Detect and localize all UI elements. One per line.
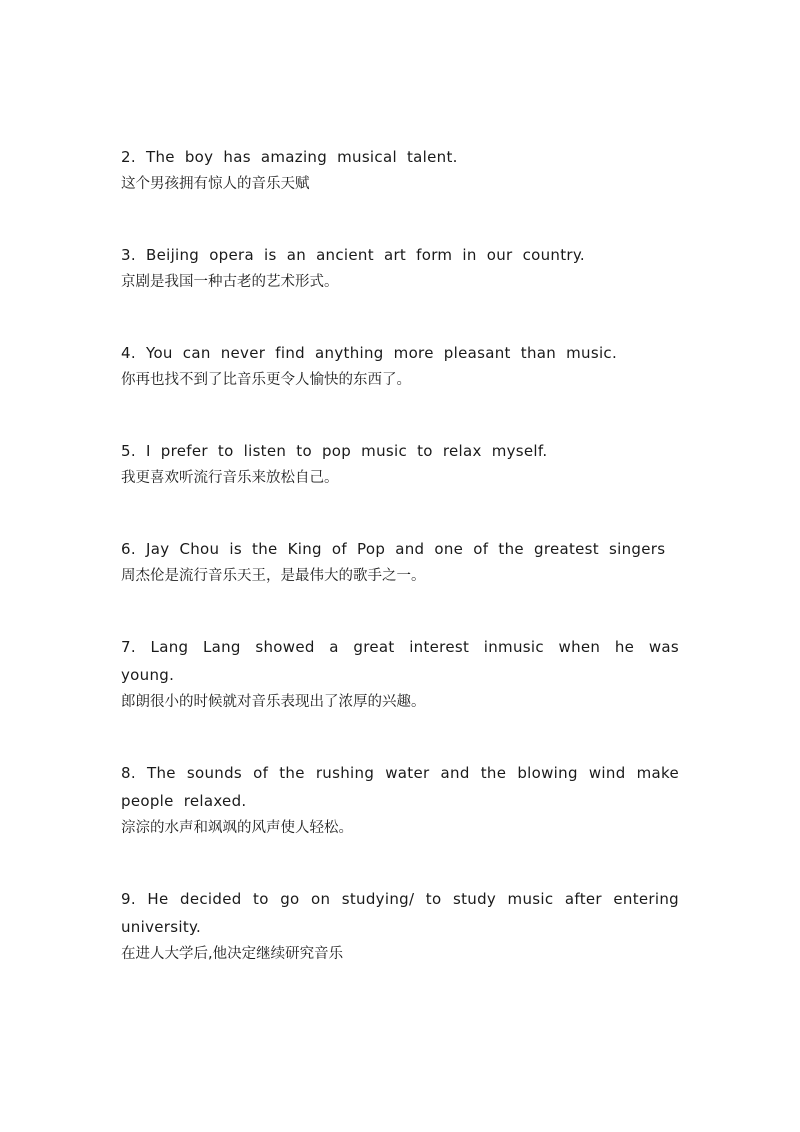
sentence-item-8 — [121, 759, 679, 841]
spacer — [121, 491, 679, 535]
english-sentence: 6. Jay Chou is the King of Pop and one of the greatest singers — [121, 540, 666, 558]
english-sentence: 5. I prefer to listen to pop music to relax myself. — [121, 442, 548, 460]
chinese-translation: 这个男孩拥有惊人的音乐天赋 — [121, 176, 310, 192]
chinese-translation: 我更喜欢听流行音乐来放松自己。 — [121, 470, 339, 486]
english-sentence: 2. The boy has amazing musical talent. — [121, 148, 458, 166]
sentence-item-4 — [121, 339, 679, 393]
english-sentence: 4. You can never find anything more pleasant than music. — [121, 344, 618, 362]
chinese-translation: 你再也找不到了比音乐更令人愉快的东西了。 — [121, 372, 411, 388]
sentence-item-9 — [121, 885, 679, 967]
english-sentence: 9. He decided to go on studying/ to study music after entering university. — [121, 890, 679, 936]
sentence-item-3 — [121, 241, 679, 295]
chinese-translation: 淙淙的水声和飒飒的风声使人轻松。 — [121, 820, 353, 836]
chinese-translation: 在进人大学后,他决定继续研究音乐 — [121, 946, 344, 962]
english-sentence: 3. Beijing opera is an ancient art form in our country. — [121, 246, 585, 264]
sentence-item-2 — [121, 143, 679, 197]
chinese-translation: 周杰伦是流行音乐天王，是最伟大的歌手之一。 — [121, 568, 426, 584]
spacer — [121, 589, 679, 633]
chinese-translation: 京剧是我国一种古老的艺术形式。 — [121, 274, 339, 290]
chinese-translation: 郎朗很小的时候就对音乐表现出了浓厚的兴趣。 — [121, 694, 426, 710]
sentence-item-7 — [121, 633, 679, 715]
english-sentence: 8. The sounds of the rushing water and the blowing wind make people relaxed. — [121, 764, 679, 810]
sentence-item-5 — [121, 437, 679, 491]
document-body — [121, 143, 679, 967]
spacer — [121, 295, 679, 339]
spacer — [121, 197, 679, 241]
spacer — [121, 393, 679, 437]
english-sentence: 7. Lang Lang showed a great interest inmusic when he was young. — [121, 638, 679, 684]
spacer — [121, 841, 679, 885]
spacer — [121, 715, 679, 759]
sentence-item-6 — [121, 535, 679, 589]
